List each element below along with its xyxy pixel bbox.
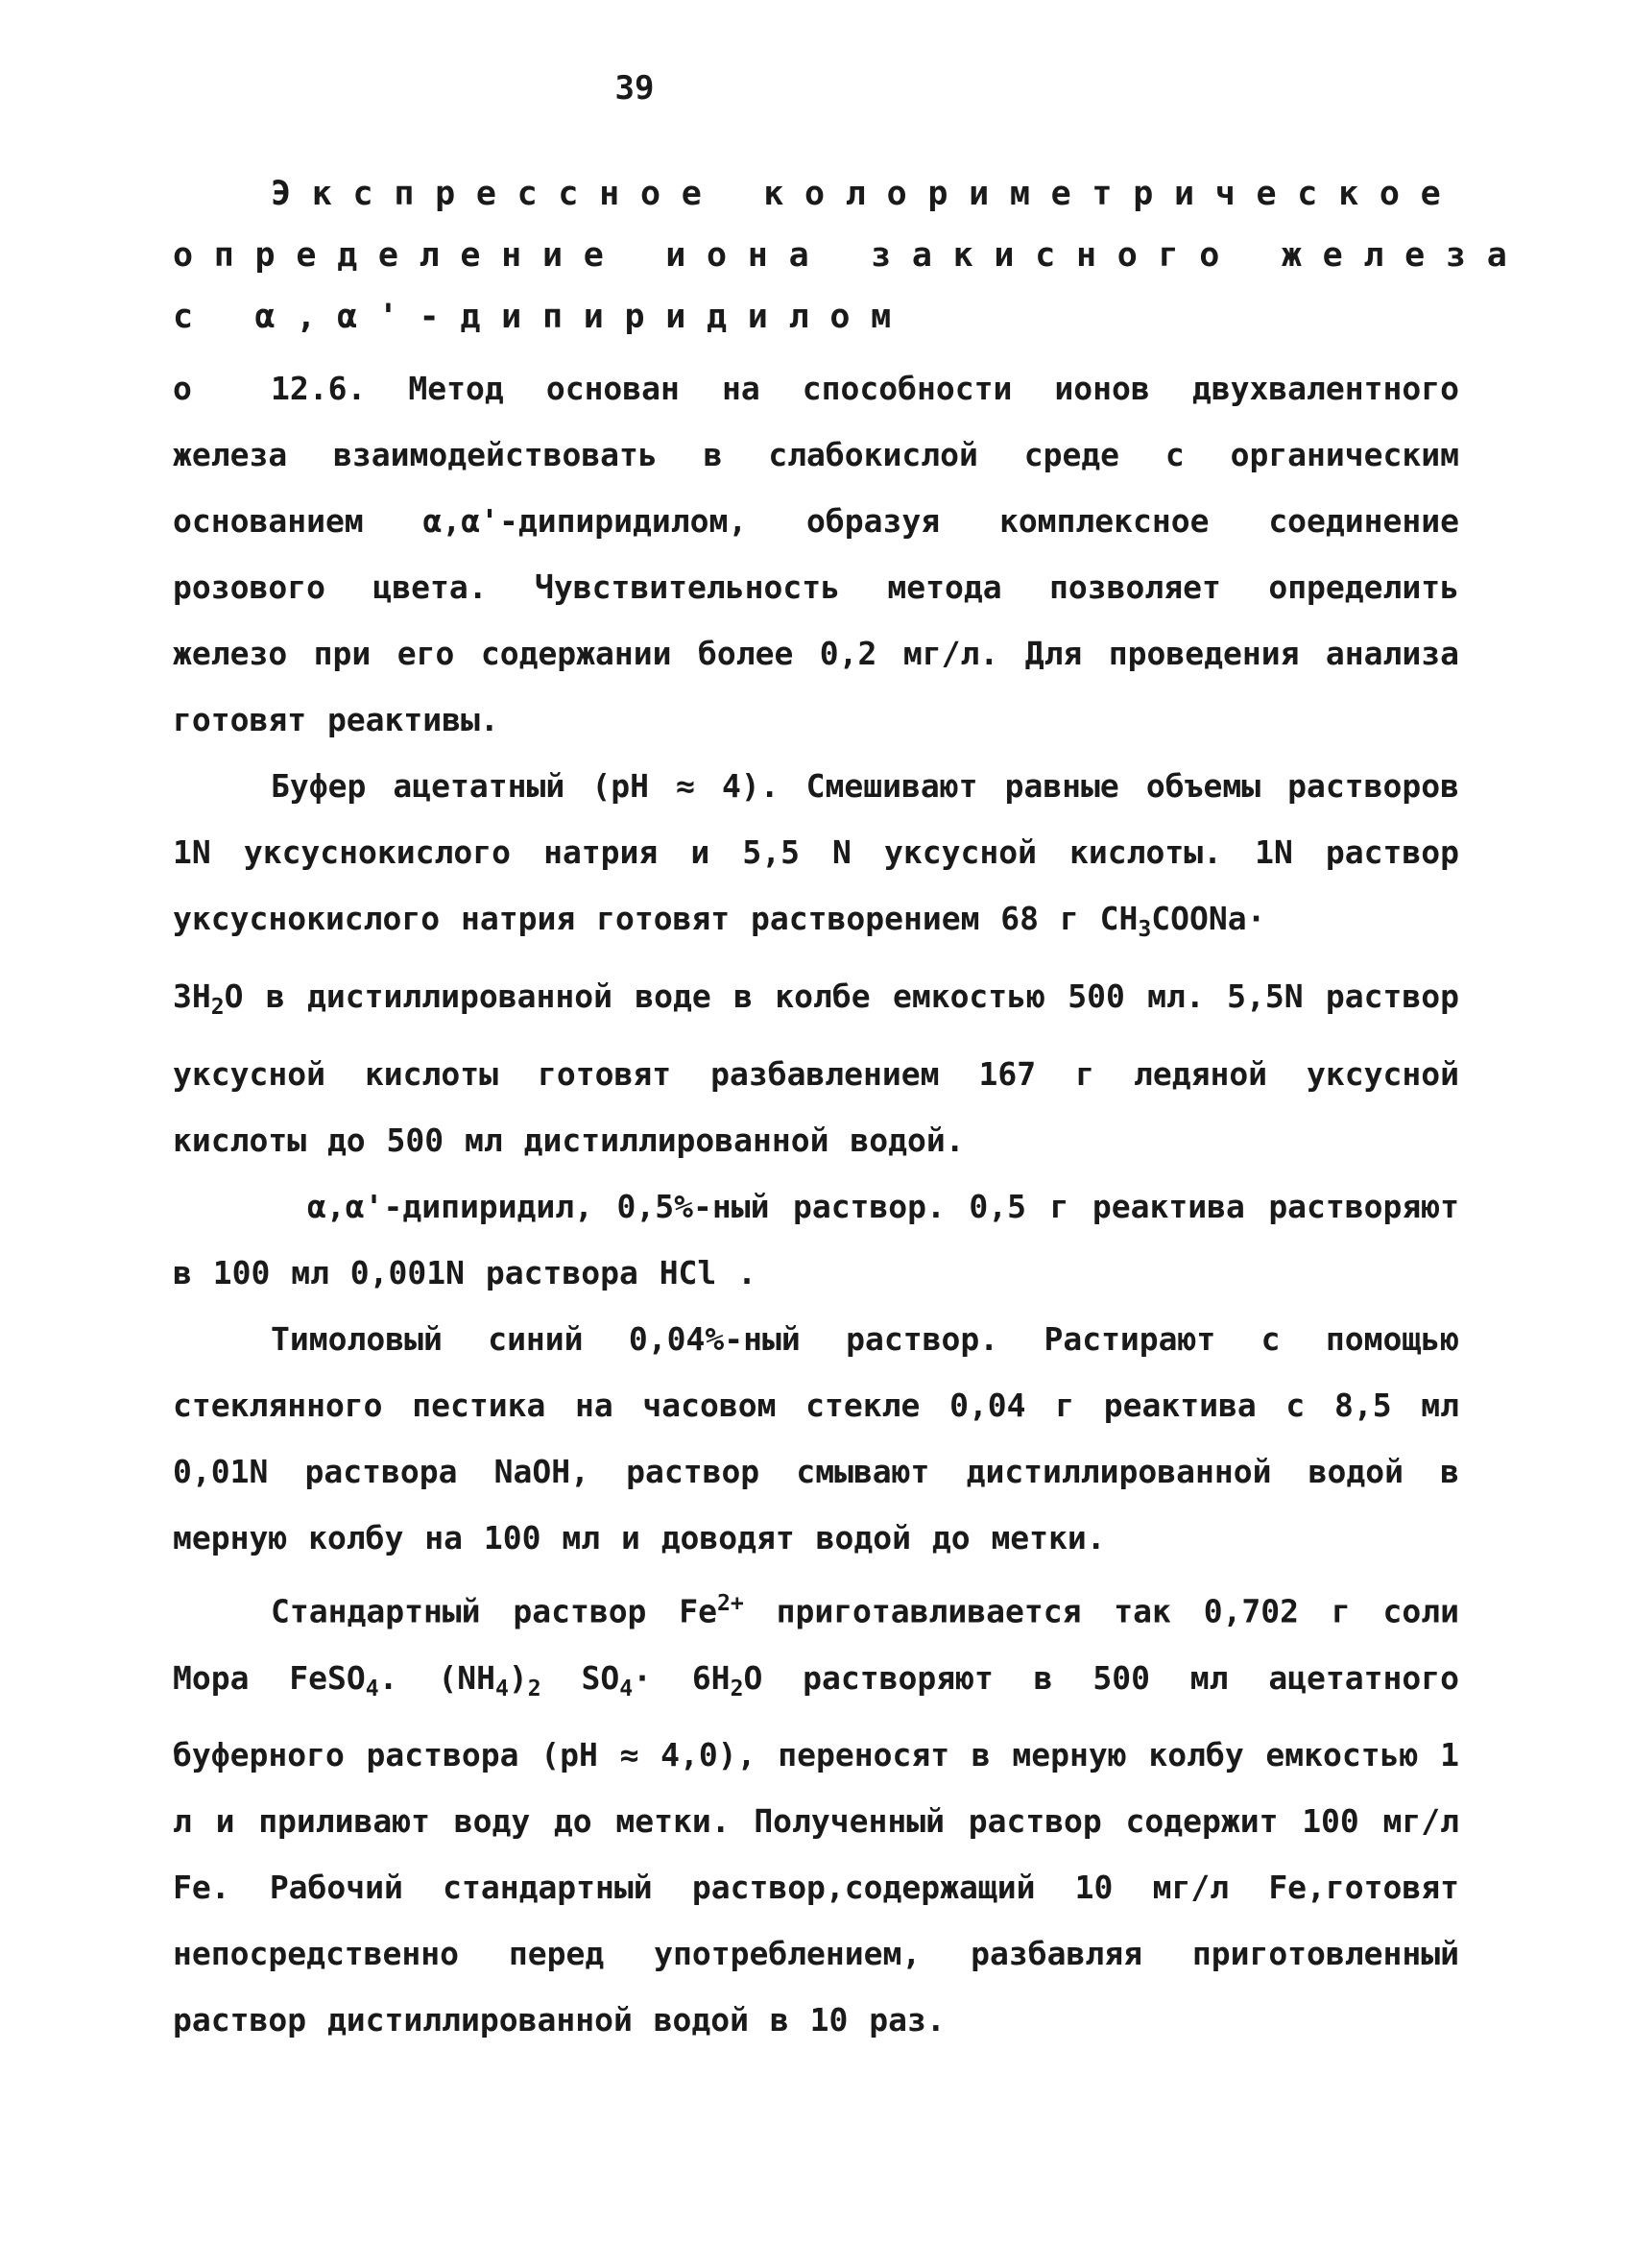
- subscript: 3: [1138, 916, 1152, 942]
- formula-part: · 6H: [633, 1658, 731, 1697]
- subscript: 4: [494, 1676, 509, 1701]
- thymol-blue-text: Тимоловый синий 0,04%-ный раствор. Растирают с помощью стеклянного пестика на часовом стекле 0,04 г реактива с 8,5 мл 0,01N раствора NaOH, раствор смывают дистиллированной водой в мерную колбу на 100 мл и доводят водой до метки.: [173, 1319, 1459, 1556]
- title-line-1: Экспрессное колориметрическое: [271, 175, 1462, 213]
- section-title: [173, 163, 1528, 348]
- paragraph-thymol-blue: [173, 1306, 1459, 1571]
- acetate-buffer-text: Буфер ацетатный (рН ≈ 4). Смешивают равные объемы растворов 1N уксуснокислого натрия и 5,5 N уксусной кислоты. 1N раствор уксуснокислого натрия готовят растворением 68 г CH: [173, 767, 1459, 937]
- body-text: [173, 355, 1459, 2053]
- page-number: 39: [614, 69, 655, 108]
- acetate-buffer-hydrate: 3H: [173, 977, 211, 1015]
- subscript: 4: [619, 1676, 634, 1701]
- mohr-salt-text: приготавливается так 0,702 г соли Мора FeSO: [173, 1592, 1459, 1697]
- acetate-buffer-text-2: O в дистиллированной воде в колбе емкостью 500 мл. 5,5N раствор уксусной кислоты готовят разбавлением 167 г ледяной уксусной кислоты до 500 мл дистиллированной водой.: [173, 977, 1459, 1159]
- acetate-buffer-formula: COONa·: [1151, 900, 1266, 937]
- title-line-2: определение иона закисного железа: [173, 236, 1528, 275]
- formula-part: . (NH: [378, 1658, 495, 1697]
- subscript: 2: [210, 994, 225, 1020]
- title-line-3: с α,α'-дипиридилом: [173, 298, 912, 336]
- paragraph-acetate-buffer: [173, 753, 1459, 1173]
- paragraph-dipyridyl: [173, 1173, 1459, 1306]
- subscript: 4: [365, 1676, 379, 1701]
- paragraph-marker: о: [173, 370, 192, 407]
- paragraph-12-6: [173, 355, 1459, 753]
- superscript: 2+: [716, 1590, 744, 1616]
- standard-solution-text: Стандартный раствор Fe: [271, 1592, 717, 1630]
- subscript: 2: [527, 1676, 541, 1701]
- formula-part: ): [508, 1658, 528, 1697]
- subscript: 2: [730, 1676, 744, 1701]
- standard-solution-text-2: O растворяют в 500 мл ацетатного буферного раствора (рН ≈ 4,0), переносят в мерную колбу емкостью 1 л и приливают воду до метки. Полученный раствор содержит 100 мг/л Fe. Рабочий стандартный раствор,содержащий 10 мг/л Fe,готовят непосредственно перед употреблением, разбавляя приготовленный раствор дистиллированной водой в 10 раз.: [173, 1658, 1459, 2039]
- paragraph-12-6-text: 12.6. Метод основан на способности ионов двухвалентного железа взаимодействовать в слабокислой среде с органическим основанием α,α'-дипиридилом, образуя комплексное соединение розового цвета. Чувствительность метода позволяет определить железо при его содержании более 0,2 мг/л. Для проведения анализа готовят реактивы.: [173, 370, 1459, 738]
- formula-part: SO: [540, 1658, 620, 1697]
- dipyridyl-text: α,α'-дипиридил, 0,5%-ный раствор. 0,5 г реактива растворяют в 100 мл 0,001N раствора НСl .: [173, 1187, 1459, 1291]
- paragraph-standard-solution: [173, 1571, 1459, 2054]
